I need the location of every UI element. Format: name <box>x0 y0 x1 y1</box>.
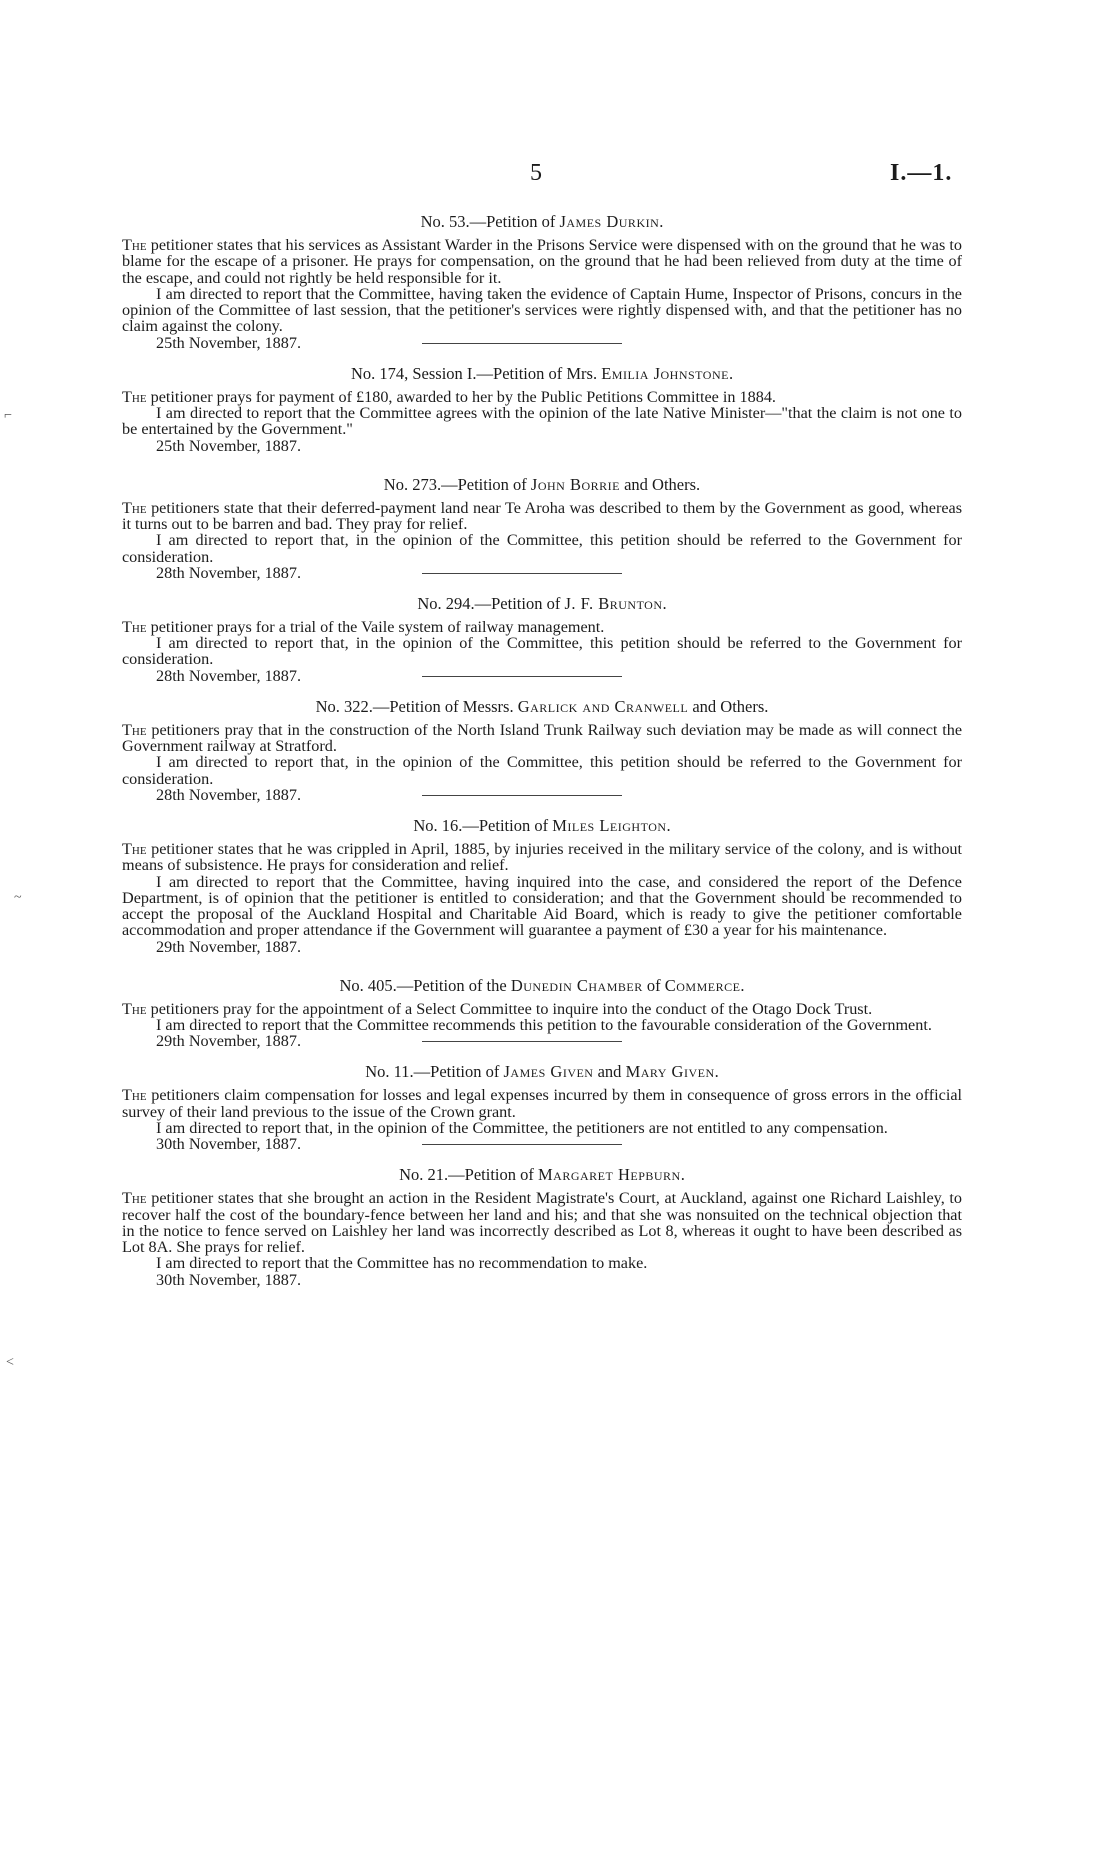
committee-report: I am directed to report that the Committee has no recommendation to make. <box>156 1254 648 1273</box>
petition-heading: No. 11.—Petition of James Given and Mary Given. <box>365 1062 719 1082</box>
document-reference: I.—1. <box>890 160 953 186</box>
petition-heading: No. 273.—Petition of John Borrie and Others. <box>383 474 701 494</box>
petition-block <box>122 474 963 582</box>
report-date: 30th November, 1887. <box>156 1135 302 1154</box>
report-date: 28th November, 1887. <box>156 785 302 804</box>
committee-report: I am directed to report that, in the opinion of the Committee, this petition should be referred to the Government for consideration. <box>122 531 962 566</box>
petitioner-name: Dunedin Chamber <box>510 975 643 995</box>
report-date: 29th November, 1887. <box>156 937 302 956</box>
margin-mark: ~ <box>14 890 22 905</box>
petition-statement: The petitioners claim compensation for losses and legal expenses incurred by them in consequence of gross errors in the official survey of their land previous to the issue of the Crown grant. <box>122 1086 963 1121</box>
petition-block <box>122 364 962 455</box>
petitioner-name: Margaret Hepburn <box>538 1165 681 1185</box>
petition-block <box>122 975 962 1051</box>
petitioner-name: James Given <box>503 1062 594 1082</box>
report-date: 28th November, 1887. <box>156 563 302 582</box>
report-date: 30th November, 1887. <box>156 1270 302 1289</box>
petition-block <box>122 1062 963 1154</box>
petitioner-name: J. F. Brunton <box>564 593 663 613</box>
petition-block <box>122 816 962 956</box>
committee-report: I am directed to report that the Committee agrees with the opinion of the late Native Minister—"that the claim is not one to be entertained by the Government." <box>122 404 962 439</box>
petition-block <box>122 1165 962 1288</box>
petitions-list <box>122 212 962 1289</box>
petition-block <box>122 696 963 804</box>
committee-report: I am directed to report that the Committee, having inquired into the case, and considered the report of the Defence Department, is of opinion that the petitioner is entitled to consideration; and that the Government should be recommended to accept the proposal of the Auckland Hospital and Charitable Aid Board, which is ready to give the petitioner comfortable accommodation and proper attendance if the Government will guarantee a payment of £30 a year for his maintenance. <box>122 872 962 940</box>
petition-heading: No. 174, Session I.—Petition of Mrs. Emilia Johnstone. <box>350 363 734 383</box>
petition-statement: The petitioner prays for a trial of the Vaile system of railway management. <box>122 617 605 636</box>
report-date: 29th November, 1887. <box>156 1032 302 1051</box>
petition-statement: The petitioners pray for the appointment of a Select Committee to inquire into the conduct of the Otago Dock Trust. <box>122 999 873 1018</box>
report-date: 25th November, 1887. <box>156 436 302 455</box>
petitioner-name: Miles Leighton <box>552 815 667 835</box>
petitioner-name: John Borrie <box>530 474 620 494</box>
petition-block <box>122 593 962 685</box>
petitioner-name: Emilia Johnstone <box>601 363 729 383</box>
committee-report: I am directed to report that, in the opinion of the Committee, the petitioners are not entitled to any compensation. <box>156 1118 888 1137</box>
petition-heading: No. 322.—Petition of Messrs. Garlick and Cranwell and Others. <box>315 696 769 716</box>
page-number: 5 <box>530 160 542 186</box>
petition-heading: No. 21.—Petition of Margaret Hepburn. <box>399 1165 685 1185</box>
report-date: 28th November, 1887. <box>156 666 302 685</box>
petition-statement: The petitioner states that he was crippled in April, 1885, by injuries received in the military service of the colony, and is without means of subsistence. He prays for consideration and relief. <box>122 839 963 875</box>
committee-report: I am directed to report that the Committee, having taken the evidence of Captain Hume, Inspector of Prisons, concurs in the opinion of the Committee of last session, that the petitioner's services were rightly dispensed with, and that the petitioner has no claim against the colony. <box>122 284 962 336</box>
petition-block <box>122 212 963 352</box>
margin-mark: < <box>6 1355 14 1370</box>
petition-heading: No. 16.—Petition of Miles Leighton. <box>413 815 671 835</box>
petition-statement: The petitioners pray that in the construction of the North Island Trunk Railway such deviation may be made as will connect the Government railway at Stratford. <box>122 720 963 756</box>
petition-heading: No. 405.—Petition of the Dunedin Chamber of Commerce. <box>339 975 745 995</box>
petitioner-name-2: Commerce <box>664 975 741 995</box>
petition-statement: The petitioner prays for payment of £180, awarded to her by the Public Petitions Committee in 1884. <box>122 387 776 406</box>
report-date: 25th November, 1887. <box>156 333 302 352</box>
petition-heading: No. 294.—Petition of J. F. Brunton. <box>417 593 667 613</box>
committee-report: I am directed to report that, in the opinion of the Committee, this petition should be referred to the Government for consideration. <box>122 634 962 669</box>
petition-statement: The petitioner states that his services as Assistant Warder in the Prisons Service were dispensed with on the ground that he was to blame for the escape of a prisoner. He prays for compensation, on the ground that he had been relieved from duty at the time of the escape, and could not rightly be held responsible for it. <box>122 236 963 287</box>
petition-heading: No. 53.—Petition of James Durkin. <box>420 212 664 231</box>
committee-report: I am directed to report that the Committee recommends this petition to the favourable consideration of the Government. <box>156 1016 932 1035</box>
petitioner-name-2: Mary Given <box>625 1062 715 1082</box>
petitioner-name: James Durkin <box>559 212 660 231</box>
margin-mark: ⌐ <box>4 408 12 423</box>
petition-statement: The petitioner states that she brought an action in the Resident Magistrate's Court, at Auckland, against one Richard Laishley, to recover half the cost of the boundary-fence between her land and his; and that she was nonsuited on the technical objection that in the notice to fence served on Laishley her land was incorrectly described as Lot 8, whereas it ought to have been described as Lot 8A. She prays for relief. <box>122 1189 962 1257</box>
committee-report: I am directed to report that, in the opinion of the Committee, this petition should be referred to the Government for consideration. <box>122 753 962 788</box>
petitioner-name: Garlick and Cranwell <box>517 696 689 716</box>
petition-statement: The petitioners state that their deferred-payment land near Te Aroha was described to them by the Government as good, whereas it turns out to be barren and bad. They pray for relief. <box>122 498 963 533</box>
